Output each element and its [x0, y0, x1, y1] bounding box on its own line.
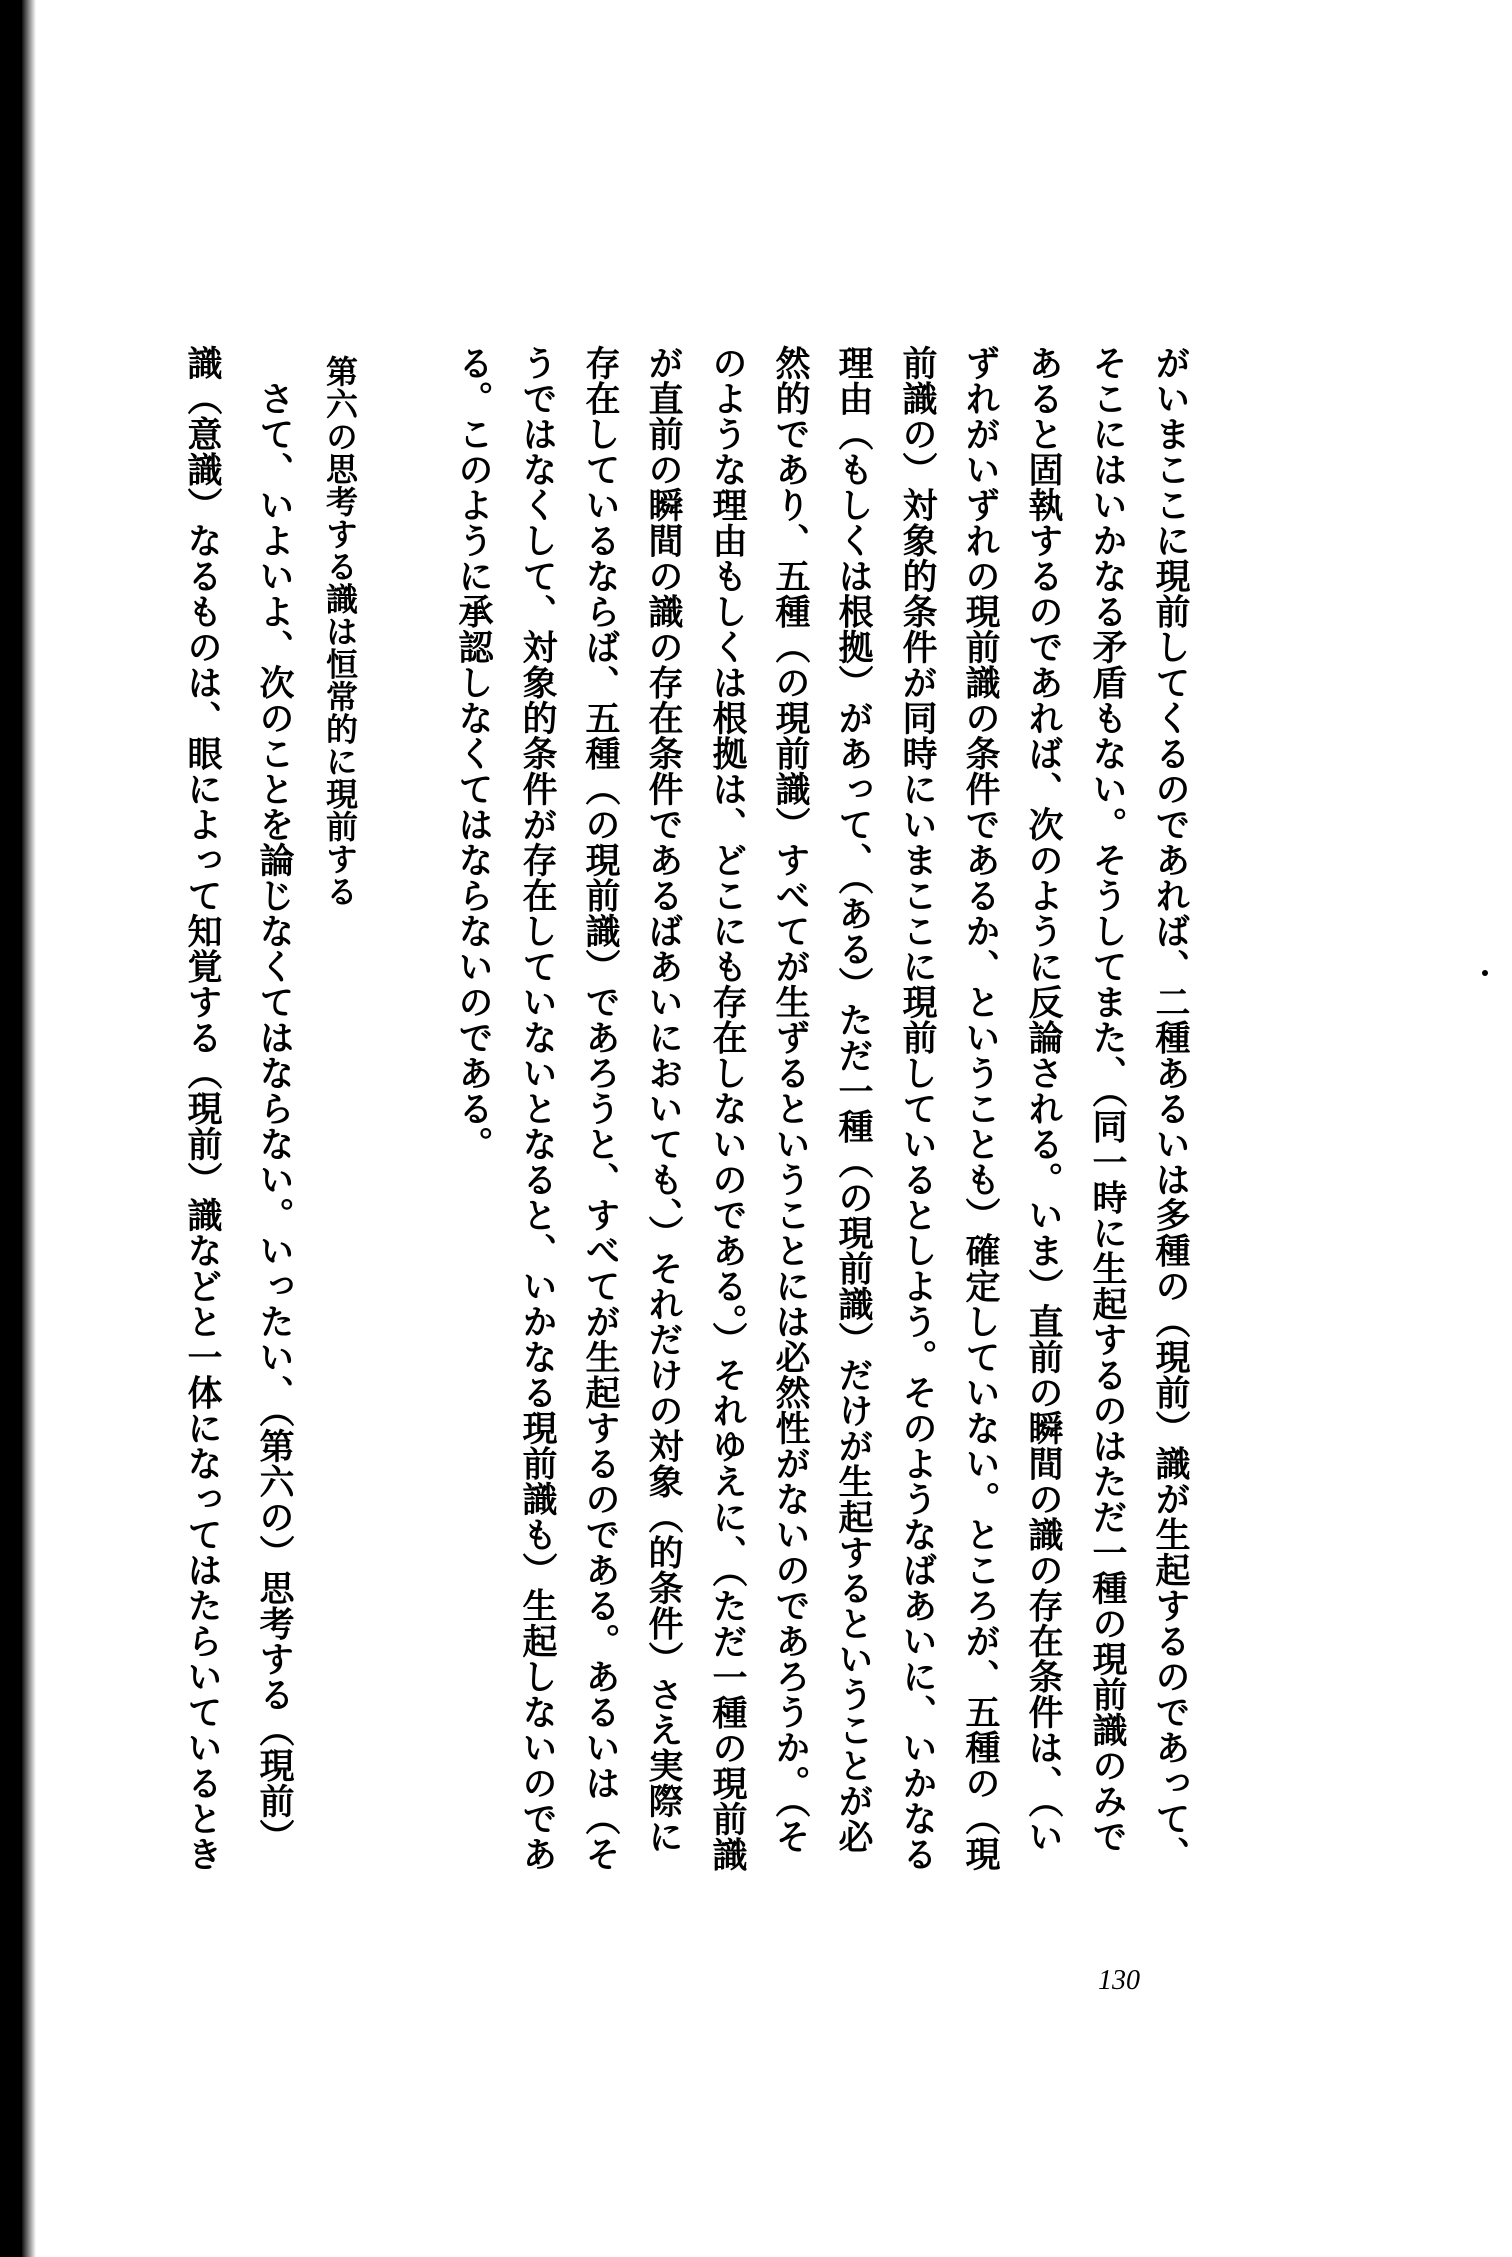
scan-edge [0, 0, 22, 2257]
text-column: そこにはいかなる矛盾もない。そうしてまた、（同一時に生起するのはただ一種の現前識のみで [1087, 345, 1128, 1854]
text-column: が直前の瞬間の識の存在条件であるばあいにおいても、）それだけの対象（的条件）さえ実際に [643, 345, 684, 1854]
text-column: うではなくして、対象的条件が存在していないとなると、いかなる現前識も）生起しないのであ [517, 345, 558, 1872]
text-column: 識（意識）なるものは、眼によって知覚する（現前）識などと一体になってはたらいているとき [182, 345, 223, 1872]
section-heading: 第六の思考する識は恒常的に現前する [321, 355, 359, 908]
text-column: 理由（もしくは根拠）があって、（ある）ただ一種（の現前識）だけが生起するということが必 [833, 345, 874, 1854]
text-column: ずれがいずれの現前識の条件であるか、ということも）確定していない。ところが、五種の（現 [960, 345, 1001, 1872]
text-column: がいまここに現前してくるのであれば、二種あるいは多種の（現前）識が生起するのであって、 [1150, 345, 1191, 1872]
text-column: 然的であり、五種（の現前識）すべてが生ずるということには必然性がないのであろうか。（そ [770, 345, 811, 1854]
page-number: 130 [1098, 1965, 1140, 1996]
scan-speck [1482, 970, 1488, 976]
text-column: 存在しているならば、五種（の現前識）であろうと、すべてが生起するのである。あるいは（そ [580, 345, 621, 1872]
text-column: のような理由もしくは根拠は、どこにも存在しないのである。）それゆえに、（ただ一種の現前識 [707, 345, 748, 1872]
text-column: る。このように承認しなくてはならないのである。 [453, 345, 494, 1162]
text-column: あると固執するのであれば、次のように反論される。いま）直前の瞬間の識の存在条件は、（い [1023, 345, 1064, 1854]
text-column: 前識の）対象的条件が同時にいまここに現前しているとしよう。そのようなばあいに、いかなる [897, 345, 938, 1872]
text-column: さて、いよいよ、次のことを論じなくてはならない。いったい、（第六の）思考する（現前） [254, 345, 295, 1854]
scan-edge-shadow [22, 0, 36, 2257]
